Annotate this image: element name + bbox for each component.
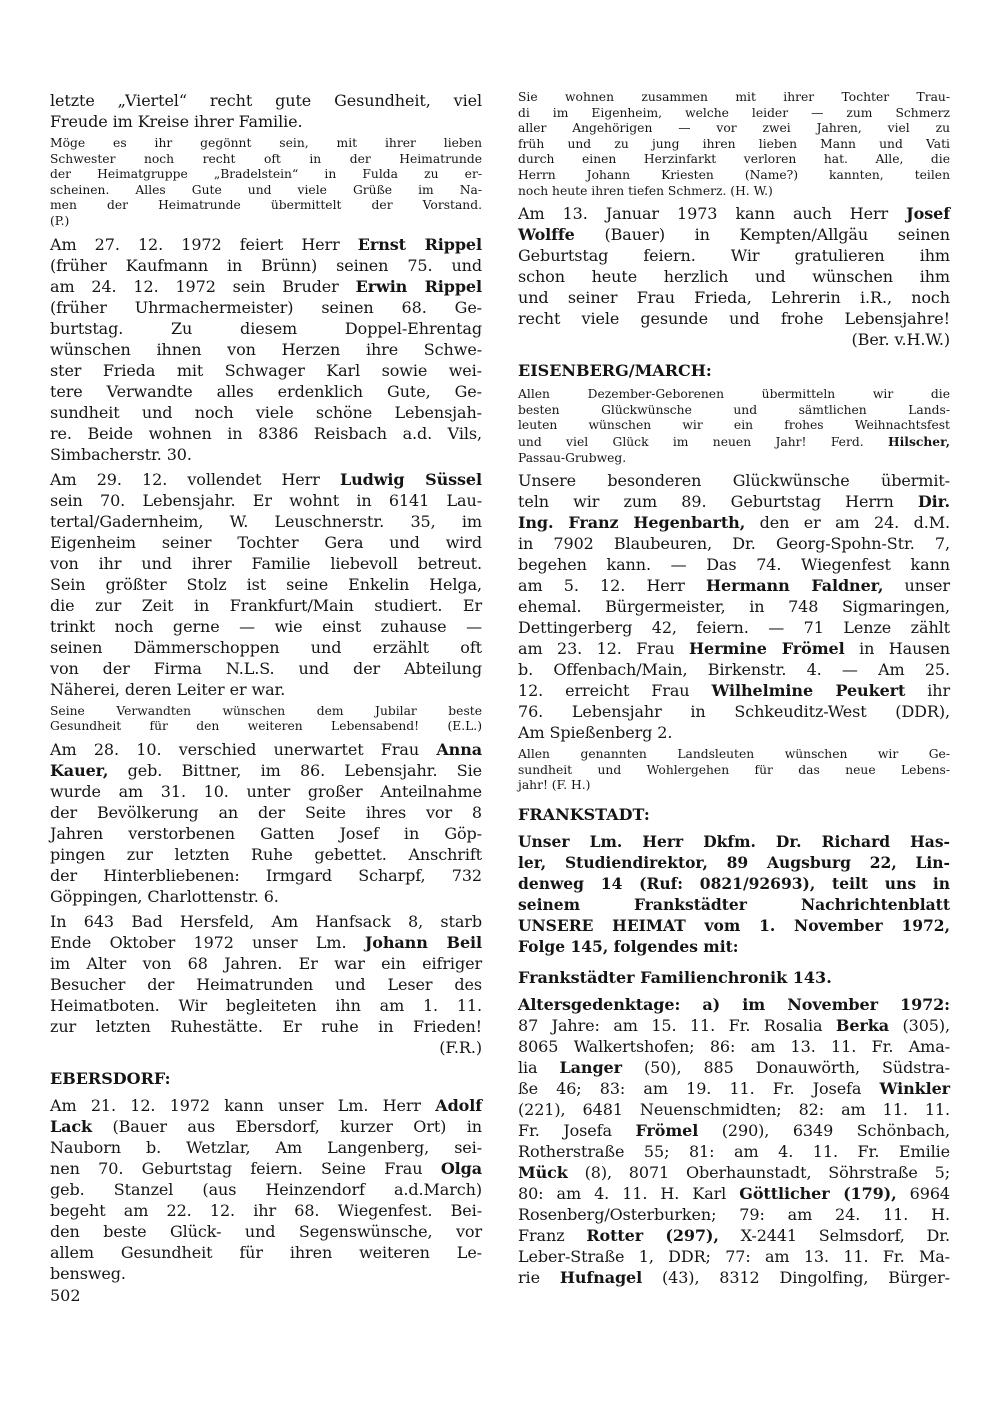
text-line [518, 1162, 950, 1183]
paragraph [518, 387, 950, 466]
text-line [50, 297, 482, 318]
paragraph [518, 203, 950, 350]
text-line [50, 637, 482, 658]
text-segment: Dettingerberg 42, feiern. — 71 Lenze zählt [518, 618, 950, 638]
text-line [518, 617, 950, 638]
text-segment: Am 28. 10. verschied unerwartet Frau [50, 739, 437, 759]
bold-name: Langer [559, 1057, 622, 1077]
page-number: 502 [50, 1286, 81, 1305]
text-segment: men der Heimatrunde übermittelt der Vorstand. [50, 198, 482, 213]
text-line [50, 886, 482, 907]
text-line [518, 451, 950, 467]
text-line [518, 894, 950, 915]
text-line [50, 402, 482, 423]
text-segment: besten Glückwünsche und sämtlichen Lands- [518, 402, 950, 417]
text-segment: seinen Dämmerschoppen und erzählt oft [50, 637, 482, 657]
text-line [50, 255, 482, 276]
section-heading [518, 360, 950, 381]
bold-name: Altersgedenktage: a) im November 1972: [518, 994, 950, 1014]
text-segment: (P.) [50, 213, 70, 228]
text-segment: di im Eigenheim, welche leider — zum Schmerz [518, 105, 950, 120]
text-segment: pingen zur letzten Ruhe gebettet. Anschrift [50, 844, 482, 864]
text-segment: letzte „Viertel“ recht gute Gesundheit, viel [50, 91, 482, 110]
text-line [518, 491, 950, 512]
text-segment: Rotherstraße 55; 81: am 4. 11. Fr. Emilie [518, 1141, 950, 1161]
paragraph [50, 1095, 482, 1284]
text-segment: Möge es ihr gegönnt sein, mit ihrer lieben [50, 136, 482, 150]
text-line [518, 203, 950, 224]
text-segment: UNSERE HEIMAT vom 1. November 1972, [518, 915, 950, 935]
text-line [50, 953, 482, 974]
text-line [50, 318, 482, 339]
text-line [50, 1068, 482, 1089]
text-line [518, 638, 950, 659]
paragraph [518, 994, 950, 1288]
text-segment: zur letzten Ruhestätte. Er ruhe in Frieden! [50, 1016, 482, 1036]
bold-name: Olga [440, 1158, 482, 1178]
text-line [50, 1116, 482, 1137]
text-line [50, 444, 482, 465]
text-segment: re. Beide wohnen in 8386 Reisbach a.d. Vils, [50, 423, 482, 443]
text-line [518, 1183, 950, 1204]
paragraph [50, 469, 482, 700]
text-segment: Jahren verstorbenen Gatten Josef in Göp- [50, 823, 482, 843]
text-segment: (290), 6349 Schönbach, [698, 1120, 950, 1140]
text-segment: ihr [905, 681, 951, 701]
text-segment: Näherei, deren Leiter er war. [50, 679, 286, 699]
bold-name: Frömel [635, 1120, 699, 1140]
text-segment: In 643 Bad Hersfeld, Am Hanfsack 8, starb [50, 911, 482, 931]
text-line [518, 967, 950, 988]
text-segment: Heimatboten. Wir begleiteten ihn am 1. 11. [50, 995, 482, 1015]
text-segment: (früher Uhrmachermeister) seinen 68. Ge- [50, 297, 482, 317]
text-line [50, 781, 482, 802]
text-line [50, 658, 482, 679]
text-line [518, 1036, 950, 1057]
text-line [518, 266, 950, 287]
text-segment: ehemal. Bürgermeister, in 748 Sigmaringen, [518, 597, 950, 617]
bold-name: Johann Beil [364, 932, 482, 952]
text-line [50, 1016, 482, 1037]
text-line [518, 936, 950, 957]
bold-name: Kauer, [50, 760, 109, 780]
paragraph [518, 747, 950, 794]
text-segment: von der Firma N.L.S. und der Abteilung [50, 658, 482, 678]
text-segment: Franz [518, 1225, 587, 1245]
text-line [518, 152, 950, 168]
text-segment: Am 21. 12. 1972 kann unser Lm. Herr [50, 1095, 436, 1115]
text-segment: tertal/Gadernheim, W. Leuschnerstr. 35, im [50, 511, 482, 531]
text-segment: jahr! (F. H.) [518, 778, 591, 793]
text-segment: sundheit und noch viele schöne Lebensjah- [50, 402, 482, 422]
text-line [518, 831, 950, 852]
text-segment: ster Frieda mit Schwager Karl sowie wei- [50, 360, 482, 380]
bold-name: Wilhelmine Peukert [711, 681, 906, 701]
text-line [50, 90, 482, 111]
paragraph [50, 234, 482, 465]
text-line [50, 469, 482, 490]
text-segment: 87 Jahre: am 15. 11. Fr. Rosalia [518, 1015, 836, 1035]
text-line [518, 852, 950, 873]
text-segment: nen 70. Geburtstag feiern. Seine Frau [50, 1158, 441, 1178]
text-segment: Passau-Grubweg. [518, 450, 627, 465]
text-line [518, 470, 950, 491]
text-line [518, 1204, 950, 1225]
text-segment: Am 29. 12. vollendet Herr [50, 469, 340, 489]
text-segment: burtstag. Zu diesem Doppel-Ehrentag [50, 318, 482, 338]
text-segment: Frankstädter Familienchronik 143. [518, 967, 832, 987]
paragraph [50, 90, 482, 132]
text-segment: Leber-Straße 1, DDR; 77: am 13. 11. Fr. Ma- [518, 1246, 950, 1266]
text-line [50, 1137, 482, 1158]
text-line [50, 911, 482, 932]
paragraph [50, 911, 482, 1058]
text-segment: begehen kann. — Das 74. Wiegenfest kann [518, 555, 950, 575]
text-segment: scheinen. Alles Gute und viele Grüße im Na- [50, 182, 482, 197]
bold-name: Winkler [879, 1078, 950, 1098]
text-line [50, 1095, 482, 1116]
text-segment: trinkt noch gerne — wie einst zuhause — [50, 616, 482, 636]
text-line [518, 308, 950, 329]
text-segment: Allen genannten Landsleuten wünschen wir Ge- [518, 747, 950, 762]
text-line [518, 763, 950, 779]
text-line [518, 1246, 950, 1267]
text-segment: lia [518, 1057, 560, 1077]
text-line [50, 1242, 482, 1263]
text-segment: geb. Bittner, im 86. Lebensjahr. Sie [108, 760, 482, 780]
text-segment: begeht am 22. 12. ihr 68. Wiegenfest. Bei- [50, 1200, 482, 1220]
bold-name: Ernst Rippel [357, 234, 482, 254]
text-segment: früh und zu jung ihren lieben Mann und Vati [518, 136, 950, 151]
text-line [50, 760, 482, 781]
text-segment: Freude im Kreise ihrer Familie. [50, 112, 303, 131]
text-line [518, 1078, 950, 1099]
text-segment: Gesundheit für den weiteren Lebensabend! (E.L.) [50, 719, 482, 734]
text-line [518, 1141, 950, 1162]
paragraph [518, 470, 950, 743]
text-line [50, 679, 482, 700]
text-segment: Sein größter Stolz ist seine Enkelin Helga, [50, 574, 482, 594]
bold-name: Hermine Frömel [688, 639, 845, 659]
text-segment: Am 13. Januar 1973 kann auch Herr [518, 204, 907, 224]
text-segment: noch heute ihren tiefen Schmerz. (H. W.) [518, 183, 773, 198]
text-segment: wünschen ihnen von Herzen ihre Schwe- [50, 339, 482, 359]
bold-name: Wolffe [518, 225, 575, 245]
bold-name: Rotter (297), [586, 1225, 719, 1245]
text-line [50, 739, 482, 760]
bold-name: Göttlicher (179), [739, 1183, 897, 1203]
text-segment: am 24. 12. 1972 sein Bruder [50, 276, 356, 296]
text-segment: und seiner Frau Frieda, Lehrerin i.R., noch [518, 288, 950, 308]
text-segment: bensweg. [50, 1263, 126, 1283]
text-segment: wurde am 31. 10. unter großer Anteilnahme [50, 781, 482, 801]
text-segment: ße 46; 83: am 19. 11. Fr. Josefa [518, 1078, 880, 1098]
text-segment: (50), 885 Donauwörth, Südstra- [621, 1057, 950, 1077]
text-line [518, 512, 950, 533]
text-line [50, 152, 482, 168]
text-line [50, 553, 482, 574]
text-segment: durch einen Herzinfarkt verloren hat. Alle, die [518, 152, 950, 167]
text-segment: seinem Frankstädter Nachrichtenblatt [518, 894, 950, 914]
text-segment: Unser Lm. Herr Dkfm. Dr. Richard Has- [518, 831, 950, 851]
text-line [50, 532, 482, 553]
text-segment: Seine Verwandten wünschen dem Jubilar beste [50, 703, 482, 718]
bold-name: Anna [436, 739, 482, 759]
text-line [518, 224, 950, 245]
text-line [518, 804, 950, 825]
text-line [50, 234, 482, 255]
text-segment: die zur Zeit in Frankfurt/Main studiert. Er [50, 595, 482, 615]
text-line [50, 214, 482, 230]
bold-name: Hilscher, [887, 433, 950, 449]
text-segment: (305), [889, 1015, 951, 1035]
right-column [518, 90, 950, 1292]
text-segment: aller Angehörigen — vor zwei Jahren, viel zu [518, 121, 950, 136]
text-segment: am 23. 12. Frau [518, 639, 689, 659]
text-line [50, 595, 482, 616]
text-segment: Simbacherstr. 30. [50, 444, 192, 464]
paragraph [50, 739, 482, 907]
text-segment: Unsere besonderen Glückwünsche übermit- [518, 471, 950, 491]
text-line [518, 184, 950, 200]
text-line [518, 1225, 950, 1246]
text-line [518, 387, 950, 403]
text-line [518, 873, 950, 894]
text-segment: sein 70. Lebensjahr. Er wohnt in 6141 Lau- [50, 490, 482, 510]
text-line [518, 168, 950, 184]
text-segment: 80: am 4. 11. H. Karl [518, 1183, 740, 1203]
text-line [518, 994, 950, 1015]
text-segment: Ende Oktober 1972 unser Lm. [50, 932, 365, 952]
text-line [50, 704, 482, 720]
text-segment: Eigenheim seiner Tochter Gera und wird [50, 532, 482, 552]
signature: (F.R.) [439, 1037, 482, 1057]
text-segment: Göppingen, Charlottenstr. 6. [50, 886, 279, 906]
text-line [50, 423, 482, 444]
text-line [518, 287, 950, 308]
text-segment: von ihr und ihrer Familie liebevoll betreut. [50, 553, 482, 573]
text-segment: sundheit und Wohlergehen für das neue Lebens- [518, 762, 950, 777]
text-line [50, 865, 482, 886]
text-segment: in 7902 Blaubeuren, Dr. Georg-Spohn-Str. 7, [518, 534, 950, 554]
left-column [50, 90, 482, 1288]
text-segment: der Bevölkerung an der Seite ihres vor 8 [50, 802, 482, 822]
text-line [518, 1099, 950, 1120]
text-line [50, 1179, 482, 1200]
text-line [518, 90, 950, 106]
text-segment: Geburtstag feiern. Wir gratulieren ihm [518, 246, 950, 266]
text-segment: FRANKSTADT: [518, 804, 650, 824]
text-segment: (früher Kaufmann in Brünn) seinen 75. und [50, 255, 482, 275]
text-line [50, 276, 482, 297]
text-line [50, 802, 482, 823]
text-line [50, 719, 482, 735]
text-line [518, 245, 950, 266]
text-segment: rie [518, 1267, 560, 1287]
text-line [50, 995, 482, 1016]
text-line [50, 823, 482, 844]
text-line [50, 490, 482, 511]
signature: (Ber. v.H.W.) [851, 330, 950, 350]
bold-name: Adolf [435, 1095, 482, 1115]
text-segment: ler, Studiendirektor, 89 Augsburg 22, Lin- [518, 852, 950, 872]
text-line [50, 574, 482, 595]
text-line [50, 183, 482, 199]
text-segment: Herrn Johann Kriesten (Name?) kannten, teilen [518, 167, 950, 182]
text-segment: geb. Stanzel (aus Heinzendorf a.d.March) [50, 1179, 482, 1199]
text-segment: b. Offenbach/Main, Birkenstr. 4. — Am 25. [518, 660, 950, 680]
text-line [50, 136, 482, 152]
text-line [50, 844, 482, 865]
text-segment: EBERSDORF: [50, 1068, 171, 1088]
bold-name: Berka [835, 1015, 889, 1035]
paragraph [518, 90, 950, 199]
text-segment: am 5. 12. Herr [518, 576, 707, 596]
paragraph [50, 704, 482, 735]
text-segment: den beste Glück- und Segenswünsche, vor [50, 1221, 482, 1241]
text-line [518, 137, 950, 153]
text-line [518, 418, 950, 434]
text-line [50, 360, 482, 381]
text-segment: 12. erreicht Frau [518, 681, 712, 701]
text-segment: 76. Lebensjahr in Schkeuditz-West (DDR), [518, 702, 950, 722]
bold-name: Dir. [917, 492, 950, 512]
text-line [50, 511, 482, 532]
text-line [518, 121, 950, 137]
text-line [50, 167, 482, 183]
text-segment: (Bauer) in Kempten/Allgäu seinen [574, 225, 950, 245]
text-segment: teln wir zum 89. Geburtstag Herrn [518, 492, 918, 512]
text-line [518, 360, 950, 381]
text-line [518, 1057, 950, 1078]
bold-name: Hermann Faldner, [706, 576, 884, 596]
text-line [50, 1200, 482, 1221]
text-line [518, 533, 950, 554]
text-segment: tere Verwandte alles erdenklich Gute, Ge- [50, 381, 482, 401]
text-segment: 6964 [896, 1183, 950, 1203]
section-heading [518, 804, 950, 825]
text-segment: Schwester noch recht oft in der Heimatrunde [50, 151, 482, 166]
text-line [518, 701, 950, 722]
text-segment: leuten wünschen wir ein frohes Weihnachtsfest [518, 418, 950, 433]
text-line [50, 1158, 482, 1179]
text-segment: in Hausen [844, 639, 950, 659]
text-segment: denweg 14 (Ruf: 0821/92693), teilt uns in [518, 873, 950, 893]
text-line [50, 1263, 482, 1284]
text-line [518, 722, 950, 743]
bold-name: Lack [50, 1116, 93, 1136]
text-segment: Nauborn b. Wetzlar, Am Langenberg, sei- [50, 1137, 482, 1157]
text-line [50, 198, 482, 214]
bold-name: Mück [518, 1162, 568, 1182]
text-line [518, 106, 950, 122]
text-segment: Allen Dezember-Geborenen übermitteln wir die [518, 387, 950, 402]
text-line [518, 1120, 950, 1141]
text-line [518, 1015, 950, 1036]
text-segment: (Bauer aus Ebersdorf, kurzer Ort) in [92, 1116, 482, 1136]
text-segment: unser [883, 576, 950, 596]
text-segment: recht viele gesunde und frohe Lebensjahre! [518, 309, 950, 329]
bold-name: Ludwig Süssel [339, 469, 482, 489]
text-segment: 8065 Walkertshofen; 86: am 13. 11. Fr. Ama- [518, 1036, 950, 1056]
text-line [50, 616, 482, 637]
text-line [518, 747, 950, 763]
text-line [50, 932, 482, 953]
text-segment: schon heute herzlich und wünschen ihm [518, 267, 950, 287]
text-segment: Am Spießenberg 2. [518, 723, 673, 743]
text-line [518, 778, 950, 794]
text-line [50, 381, 482, 402]
text-segment: allem Gesundheit für ihren weiteren Le- [50, 1242, 482, 1262]
text-segment: Sie wohnen zusammen mit ihrer Tochter Trau- [518, 90, 950, 104]
text-segment: der Hinterbliebenen: Irmgard Scharpf, 732 [50, 865, 482, 885]
text-line [518, 596, 950, 617]
text-segment: im Alter von 68 Jahren. Er war ein eifriger [50, 953, 482, 973]
text-segment: Fr. Josefa [518, 1120, 636, 1140]
text-line [518, 680, 950, 701]
text-segment: X-2441 Selmsdorf, Dr. [718, 1225, 950, 1245]
paragraph [50, 136, 482, 230]
bold-name: Erwin Rippel [355, 276, 482, 296]
section-heading [50, 1068, 482, 1089]
text-segment: Besucher der Heimatrunden und Leser des [50, 974, 482, 994]
text-line [50, 111, 482, 132]
text-segment: EISENBERG/MARCH: [518, 361, 712, 381]
text-line [518, 659, 950, 680]
bold-name: Josef [906, 204, 950, 224]
bold-name: Hufnagel [559, 1267, 643, 1287]
text-line [518, 434, 950, 451]
text-line [518, 575, 950, 596]
text-segment: Am 27. 12. 1972 feiert Herr [50, 234, 358, 254]
text-line [518, 554, 950, 575]
text-line [50, 974, 482, 995]
text-line [518, 915, 950, 936]
text-segment: und viel Glück im neuen Jahr! Ferd. [518, 434, 888, 449]
text-line [518, 1267, 950, 1288]
text-segment: Rosenberg/Osterburken; 79: am 24. 11. H. [518, 1204, 950, 1224]
paragraph [518, 831, 950, 957]
bold-name: Ing. Franz Hegenbarth, [518, 513, 746, 533]
text-segment: (221), 6481 Neuenschmidten; 82: am 11. 11. [518, 1099, 950, 1119]
text-segment: Folge 145, folgendes mit: [518, 936, 739, 956]
text-line [50, 339, 482, 360]
text-segment: der Heimatgruppe „Bradelstein“ in Fulda zu er- [50, 167, 482, 182]
text-line [518, 403, 950, 419]
text-segment: (8), 8071 Oberhaunstadt, Söhrstraße 5; [567, 1162, 950, 1182]
text-segment: (43), 8312 Dingolfing, Bürger- [642, 1267, 950, 1287]
text-segment: den er am 24. d.M. [745, 513, 950, 533]
text-line [50, 1221, 482, 1242]
section-heading [518, 967, 950, 988]
